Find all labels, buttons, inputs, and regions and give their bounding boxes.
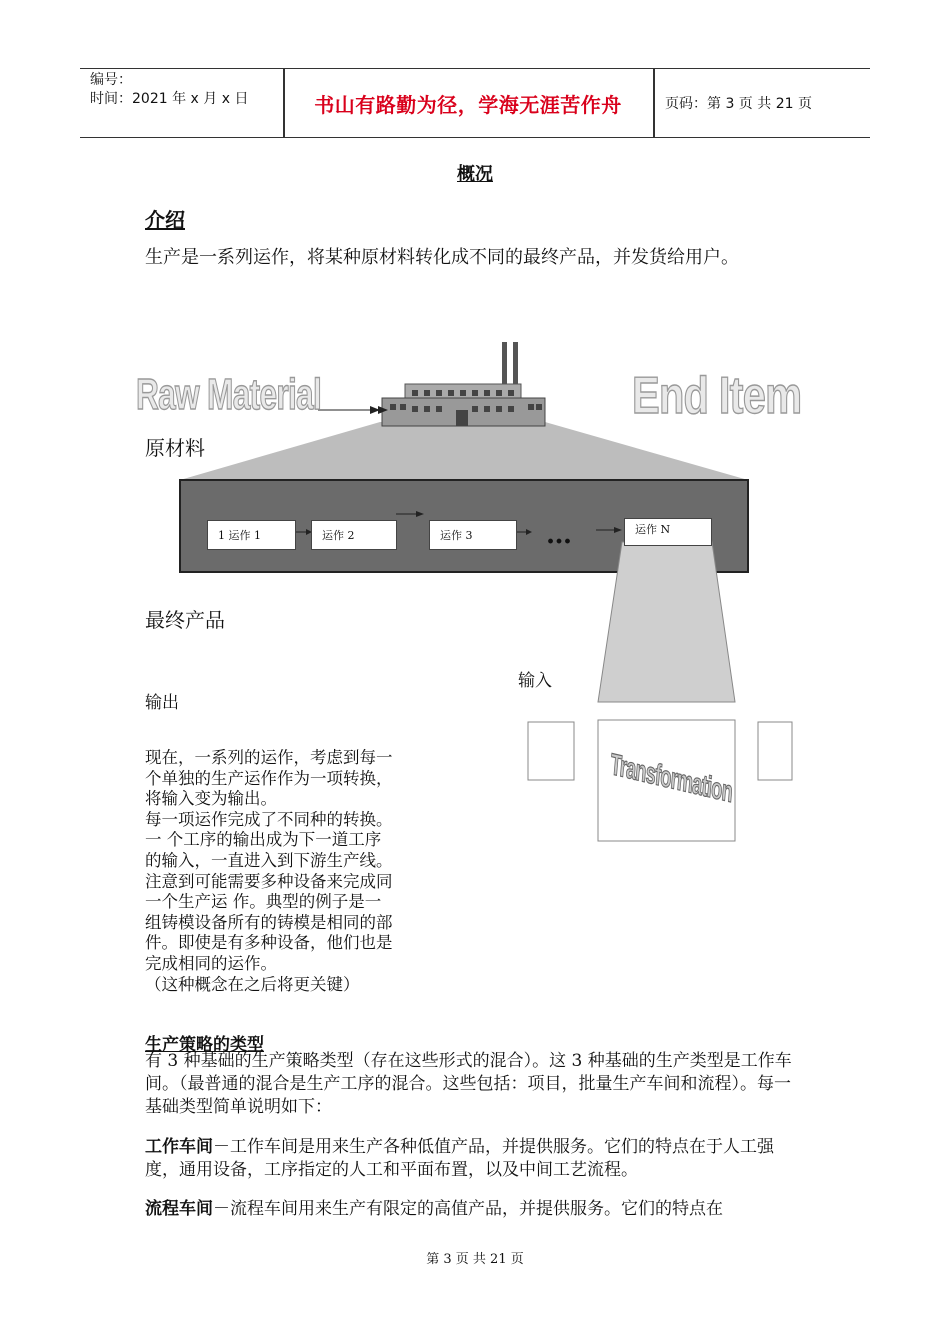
end-product-cn: 最终产品: [145, 608, 225, 632]
description-line: 一 个工序的输出成为下一道工序: [145, 830, 382, 850]
description-line: 完成相同的运作。: [145, 953, 277, 973]
flow-shop-term: 流程车间: [145, 1199, 213, 1219]
output-label: 输出: [145, 693, 179, 713]
ellipsis: …: [546, 520, 574, 550]
production-diagram: [0, 330, 950, 850]
description-line: 的输入，一直进入到下游生产线。: [145, 850, 393, 870]
zoom-shape: [598, 542, 735, 702]
operation-box-3: 运作 3: [429, 520, 517, 550]
input-label: 输入: [518, 671, 552, 691]
flow-shop-text: －流程车间用来生产有限定的高值产品，并提供服务。它们的特点在: [213, 1199, 723, 1219]
motto: 书山有路勤为径，学海无涯苦作舟: [314, 92, 622, 117]
input-box: [528, 722, 574, 780]
header-divider: [653, 69, 655, 137]
job-shop-text: －工作车间是用来生产各种低值产品，并提供服务。它们的特点在于人工强度，通用设备，工序指定的人工和平面布置，以及中间工艺流程。: [145, 1137, 774, 1180]
strategy-paragraph: 有 3 种基础的生产策略类型（存在这些形式的混合）。这 3 种基础的生产类型是工作车间。（最普通的混合是生产工序的混合。这些包括：项目，批量生产车间和流程）。每一基础类型简单说明如下：: [145, 1051, 792, 1117]
description-line: 个单独的生产运作作为一项转换，: [145, 768, 393, 788]
job-shop-paragraph: [145, 1136, 800, 1182]
description-line: 每一项运作完成了不同种的转换。: [145, 809, 393, 829]
flow-shop-paragraph: [145, 1198, 800, 1221]
page-title: 概况: [457, 164, 493, 185]
intro-paragraph: 生产是一系列运作，将某种原材料转化成不同的最终产品，并发货给用户。: [145, 247, 739, 268]
section-heading: 介绍: [145, 208, 185, 232]
number-label: 编号：: [90, 72, 132, 88]
description-line: 现在，一系列的运作，考虑到每一: [145, 748, 393, 767]
header-table: [80, 68, 870, 138]
transformation-label: Transformation: [609, 748, 734, 810]
description-block: [145, 748, 445, 995]
description-line: 注意到可能需要多种设备来完成同: [145, 871, 393, 891]
header-left-cell: [90, 71, 248, 109]
description-line: 将输入变为输出。: [145, 789, 277, 809]
description-line: 件。即使是有多种设备，他们也是: [145, 933, 393, 953]
raw-material-cn: 原材料: [145, 436, 205, 460]
operation-box-1: 1 运作 1: [207, 520, 296, 550]
page-footer: 第 3 页 共 21 页: [426, 1252, 524, 1267]
strategy-heading: 生产策略的类型: [145, 1035, 264, 1055]
end-item-label: End Item: [632, 367, 802, 425]
page-label: 页码：第 3 页 共 21 页: [665, 96, 812, 112]
factory-icon: [382, 342, 545, 426]
operation-box-n: 运作 N: [624, 518, 712, 546]
job-shop-term: 工作车间: [145, 1137, 213, 1157]
description-line: 组铸模设备所有的铸模是相同的部: [145, 912, 393, 932]
funnel-shape: [180, 422, 748, 480]
description-line: 一个生产运 作。典型的例子是一: [145, 892, 382, 912]
time-label: 时间：2021 年 x 月 x 日: [90, 91, 249, 107]
output-box: [758, 722, 792, 780]
raw-material-label: Raw Material: [136, 370, 322, 419]
operation-box-2: 运作 2: [311, 520, 397, 550]
description-line: （这种概念在之后将更关键）: [145, 974, 360, 994]
